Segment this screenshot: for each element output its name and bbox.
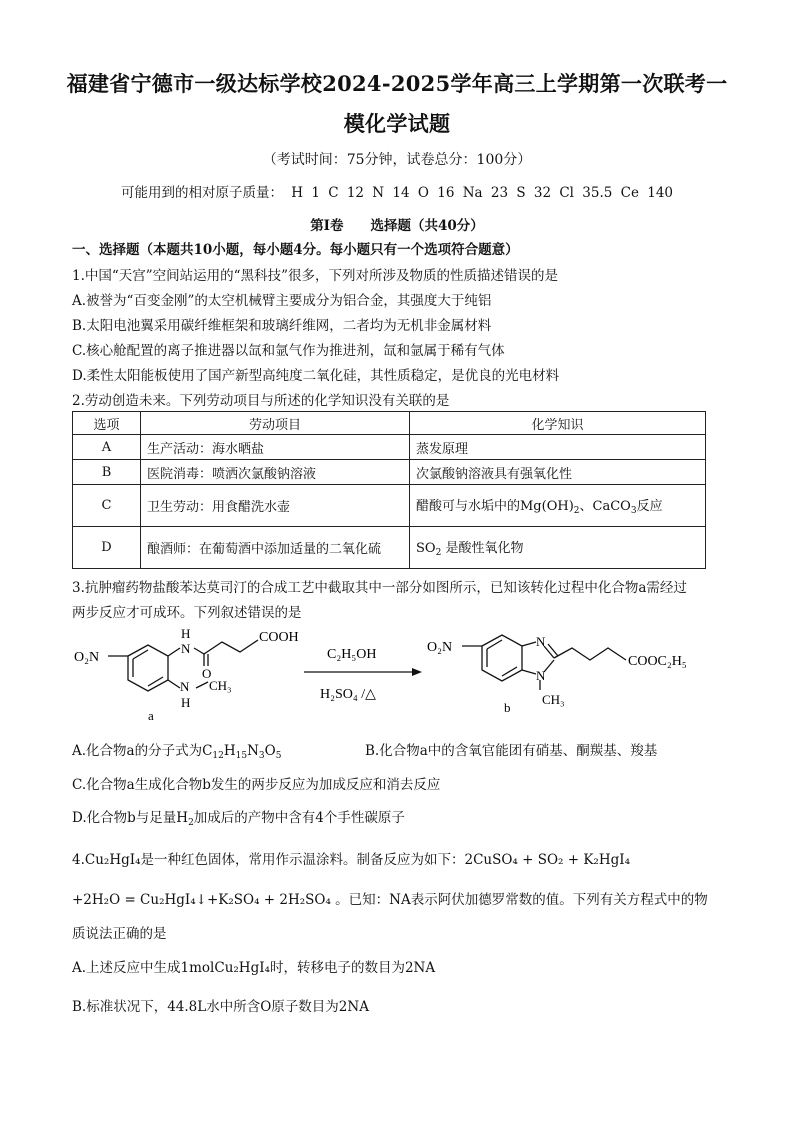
q1-option-c: C.核心舱配置的离子推进器以氙和氩气作为推进剂，氙和氩属于稀有气体 (72, 343, 505, 359)
q3-option-d: D.化合物b与足量$H_2$加成后的产物中含有4个手性碳原子 (72, 810, 405, 828)
reagent-top: C₂H₅OH (327, 647, 377, 662)
q1-option-a: A.被誉为“百变金刚”的太空机械臂主要成分为铝合金，其强度大于纯铝 (72, 293, 492, 309)
reagent-bottom: H₂SO₄ /△ (320, 687, 376, 702)
q3-option-b: B.化合物a中的含氧官能团有硝基、酮羰基、羧基 (365, 743, 658, 759)
q3-option-a: A.化合物a的分子式为$C_{12}H_{15}N_3O_5$ (72, 743, 282, 761)
q2-row-d-knowledge: $SO_2$ 是酸性氧化物 (410, 527, 706, 569)
compound-b-n2-label: N (536, 668, 546, 683)
q2-header-labor: 劳动项目 (141, 412, 410, 435)
q2-header-knowledge: 化学知识 (410, 412, 706, 435)
q2-row-b-labor: 医院消毒：喷洒次氯酸钠溶液 (141, 460, 410, 485)
reaction-arrow-head (412, 668, 422, 676)
q2-stem: 2.劳动创造未来。下列劳动项目与所述的化学知识没有关联的是 (72, 393, 450, 409)
q2-row-a-labor: 生产活动：海水晒盐 (141, 435, 410, 460)
compound-a-cooh-label: COOH (259, 630, 299, 645)
q2-row-c-knowledge: 醋酸可与水垢中的$Mg(OH)_2$、CaCO$_3$反应 (410, 485, 706, 527)
q2-header-option: 选项 (73, 412, 141, 435)
exam-info: （考试时间：75分钟，试卷总分：100分） (262, 152, 532, 168)
table-row (73, 435, 706, 460)
table-row (73, 460, 706, 485)
section-header: 一、选择题（本题共10小题，每小题4分。每小题只有一个选项符合题意） (72, 242, 519, 258)
q4-option-b: B.标准状况下，44.8L水中所含O原子数目为2NA (72, 999, 369, 1015)
compound-b-n1-label: N (536, 634, 546, 649)
compound-b-ester-label: COOC₂H₅ (628, 654, 687, 669)
q4-stem-line2: +2H₂O = Cu₂HgI₄↓+K₂SO₄ + 2H₂SO₄ 。已知：NA表示阿伏加德罗常数的值。下列有关方程式中的物 (72, 892, 708, 908)
compound-a-no2-label: O₂N (74, 650, 100, 665)
compound-a-h-label: H (181, 626, 191, 641)
q2-table (72, 411, 706, 569)
table-row (73, 485, 706, 527)
compound-a-ch3-label: CH₃ (209, 678, 232, 693)
compound-a-nh-label: N (181, 641, 191, 656)
compound-b-no2-label: O₂N (427, 640, 453, 655)
q2-row-a-option: A (73, 435, 141, 460)
volume-header: 第Ⅰ卷 选择题（共40分） (310, 218, 484, 234)
q2-row-a-knowledge: 蒸发原理 (410, 435, 706, 460)
q2-row-c-labor: 卫生劳动：用食醋洗水壶 (141, 485, 410, 527)
q3-stem-line2: 两步反应才可成环。下列叙述错误的是 (72, 605, 302, 621)
q2-table-header (73, 412, 706, 435)
compound-b-ch3-label: CH₃ (542, 692, 565, 707)
q4-stem-line3: 质说法正确的是 (72, 926, 167, 942)
q2-row-b-option: B (73, 460, 141, 485)
compound-a-n-label: N (180, 679, 190, 694)
atomic-masses: 可能用到的相对原子质量： H 1 C 12 N 14 O 16 Na 23 S 32 Cl 35.5 Ce 140 (120, 185, 674, 201)
q1-option-d: D.柔性太阳能板使用了国产新型高纯度二氧化硅，其性质稳定，是优良的光电材料 (72, 368, 560, 384)
q2-row-d-option: D (73, 527, 141, 569)
table-row (73, 527, 706, 569)
exam-title-line2: 模化学试题 (343, 111, 451, 136)
q3-option-c: C.化合物a生成化合物b发生的两步反应为加成反应和消去反应 (72, 777, 441, 793)
compound-b-label: b (504, 700, 511, 715)
q1-option-b: B.太阳电池翼采用碳纤维框架和玻璃纤维网，二者均为无机非金属材料 (72, 318, 492, 334)
compound-a-h2-label: H (181, 695, 191, 710)
q2-row-c-option: C (73, 485, 141, 527)
compound-a-carbonyl-o-label: O (202, 666, 212, 681)
exam-title-line1: 福建省宁德市一级达标学校2024-2025学年高三上学期第一次联考一 (66, 71, 728, 96)
q2-row-d-labor: 酿酒师：在葡萄酒中添加适量的二氧化硫 (141, 527, 410, 569)
q1-stem: 1.中国“天宫”空间站运用的“黑科技”很多，下列对所涉及物质的性质描述错误的是 (72, 268, 558, 284)
q4-stem-line1: 4.Cu₂HgI₄是一种红色固体，常用作示温涂料。制备反应为如下：2CuSO₄ + SO₂ + K₂HgI₄ (72, 852, 630, 868)
q2-row-b-knowledge: 次氯酸钠溶液具有强氧化性 (410, 460, 706, 485)
compound-a-label: a (148, 708, 154, 723)
q3-stem-line1: 3.抗肿瘤药物盐酸苯达莫司汀的合成工艺中截取其中一部分如图所示，已知该转化过程中化合物a需经过 (72, 580, 687, 596)
q4-option-a: A.上述反应中生成1molCu₂HgI₄时，转移电子的数目为2NA (72, 960, 436, 976)
q3-reaction-scheme (72, 624, 712, 724)
